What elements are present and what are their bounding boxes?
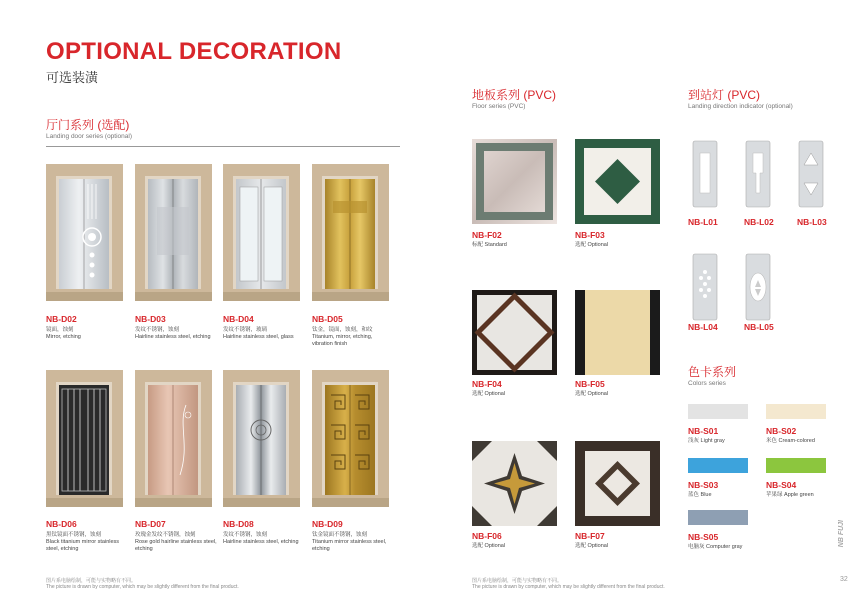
door-code-d08: NB-D08 bbox=[223, 519, 254, 529]
page-subtitle: 可选装潢 bbox=[46, 70, 99, 85]
up-down-arrow-icon bbox=[796, 139, 826, 209]
door-code-d09: NB-D09 bbox=[312, 519, 343, 529]
door-desc-d05: 钛金，镜面，蚀刻，和纹 Titanium, mirror, etching, vibration finish bbox=[312, 327, 373, 347]
color-code-s02: NB-S02 bbox=[766, 426, 797, 436]
floor-pattern-f03 bbox=[575, 139, 660, 224]
color-desc-s04: 苹果绿 Apple green bbox=[766, 492, 814, 498]
door-desc-d03: 发纹不锈钢，蚀刻 Hairline stainless steel, etching bbox=[135, 327, 211, 340]
door-image-d02 bbox=[46, 164, 123, 301]
floor-title: 地板系列 (PVC) bbox=[472, 88, 557, 102]
floor-desc-f04: 选配 Optional bbox=[472, 391, 506, 397]
color-code-s03: NB-S03 bbox=[688, 480, 719, 490]
floor-code-f02: NB-F02 bbox=[472, 230, 502, 240]
medallion-etching-icon bbox=[236, 385, 286, 495]
floor-tile-f05 bbox=[575, 290, 660, 375]
color-swatch-s05 bbox=[688, 510, 748, 525]
floor-desc-f07: 选配 Optional bbox=[575, 543, 609, 549]
indicator-code-l03: NB-L03 bbox=[797, 217, 827, 227]
floor-code-f03: NB-F03 bbox=[575, 230, 605, 240]
right-footer-note: 图片系电脑绘制，可能与实物略有不同。 The picture is drawn by computer, which may be slightly different from the final product. bbox=[472, 578, 665, 590]
indicator-subtitle: Landing direction indicator (optional) bbox=[688, 103, 793, 110]
indicator-lamp-icon bbox=[690, 252, 720, 322]
indicator-image-l05 bbox=[743, 252, 773, 322]
door-desc-d08: 发纹不锈钢，蚀刻 Hairline stainless steel, etching bbox=[223, 532, 299, 545]
floor-pattern-f06 bbox=[472, 441, 557, 526]
color-code-s05: NB-S05 bbox=[688, 532, 719, 542]
colors-title: 色卡系列 bbox=[688, 365, 737, 379]
page-title: OPTIONAL DECORATION bbox=[46, 38, 342, 65]
glass-panel-icon bbox=[236, 179, 286, 289]
floor-desc-f02: 标配 Standard bbox=[472, 242, 507, 248]
color-code-s01: NB-S01 bbox=[688, 426, 719, 436]
color-swatch-s04 bbox=[766, 458, 826, 473]
color-desc-s03: 蓝色 Blue bbox=[688, 492, 712, 498]
color-swatch-s02 bbox=[766, 404, 826, 419]
door-image-d08 bbox=[223, 370, 300, 507]
floor-code-f05: NB-F05 bbox=[575, 379, 605, 389]
door-code-d06: NB-D06 bbox=[46, 519, 77, 529]
floor-tile-f04 bbox=[472, 290, 557, 375]
color-code-s04: NB-S04 bbox=[766, 480, 797, 490]
greek-key-icon bbox=[325, 385, 375, 495]
floor-pattern-f07 bbox=[575, 441, 660, 526]
door-image-d07 bbox=[135, 370, 212, 507]
floor-tile-f02 bbox=[472, 139, 557, 224]
floor-pattern-f04 bbox=[472, 290, 557, 375]
door-code-d07: NB-D07 bbox=[135, 519, 166, 529]
color-desc-s02: 米色 Cream-colored bbox=[766, 438, 815, 444]
door-desc-d02: 镜面，蚀刻 Mirror, etching bbox=[46, 327, 81, 340]
indicator-code-l05: NB-L05 bbox=[744, 322, 774, 332]
floor-desc-f06: 选配 Optional bbox=[472, 543, 506, 549]
floor-tile-f03 bbox=[575, 139, 660, 224]
indicator-code-l01: NB-L01 bbox=[688, 217, 718, 227]
page-number: 32 bbox=[840, 576, 848, 583]
door-code-d02: NB-D02 bbox=[46, 314, 77, 324]
indicator-image-l01 bbox=[690, 139, 720, 209]
floor-tile-f07 bbox=[575, 441, 660, 526]
door-code-d05: NB-D05 bbox=[312, 314, 343, 324]
color-desc-s05: 电脑灰 Computer gray bbox=[688, 544, 743, 550]
floor-pattern-f05 bbox=[575, 290, 660, 375]
door-desc-d06: 黑钛镜面不锈钢，蚀刻 Black titanium mirror stainless steel, etching bbox=[46, 532, 120, 552]
indicator-code-l02: NB-L02 bbox=[744, 217, 774, 227]
colors-subtitle: Colors series bbox=[688, 380, 726, 387]
door-desc-d04: 发纹不锈钢，玻璃 Hairline stainless steel, glass bbox=[223, 327, 294, 340]
floor-tile-f06 bbox=[472, 441, 557, 526]
etching-pattern-icon bbox=[325, 179, 375, 289]
indicator-lamp-icon bbox=[743, 252, 773, 322]
indicator-image-l02 bbox=[743, 139, 773, 209]
landing-door-subtitle: Landing door series (optional) bbox=[46, 133, 132, 140]
door-image-d09 bbox=[312, 370, 389, 507]
floor-subtitle: Floor series (PVC) bbox=[472, 103, 526, 110]
door-desc-d07: 玫瑰金发纹不锈钢，蚀刻 Rose gold hairline stainless steel, etching bbox=[135, 532, 217, 552]
section-divider bbox=[46, 146, 400, 147]
landing-door-title: 厅门系列 (选配) bbox=[46, 118, 130, 132]
etching-circles-icon bbox=[59, 179, 109, 289]
door-desc-d09: 钛金镜面不锈钢，蚀刻 Titanium mirror stainless steel, etching bbox=[312, 532, 387, 552]
color-swatch-s03 bbox=[688, 458, 748, 473]
left-footer-note: 图片系电脑绘制，可能与实物略有不同。 The picture is drawn by computer, which may be slightly different from the final product. bbox=[46, 578, 239, 590]
door-code-d03: NB-D03 bbox=[135, 314, 166, 324]
black-bars-icon bbox=[59, 385, 109, 495]
floor-desc-f05: 选配 Optional bbox=[575, 391, 609, 397]
door-seam-icon bbox=[148, 179, 198, 289]
floor-code-f04: NB-F04 bbox=[472, 379, 502, 389]
color-swatch-s01 bbox=[688, 404, 748, 419]
door-image-d05 bbox=[312, 164, 389, 301]
indicator-code-l04: NB-L04 bbox=[688, 322, 718, 332]
color-desc-s01: 浅灰 Light gray bbox=[688, 438, 725, 444]
indicator-image-l03 bbox=[796, 139, 826, 209]
door-image-d04 bbox=[223, 164, 300, 301]
door-image-d03 bbox=[135, 164, 212, 301]
floor-code-f07: NB-F07 bbox=[575, 531, 605, 541]
indicator-lamp-icon bbox=[690, 139, 720, 209]
floor-desc-f03: 选配 Optional bbox=[575, 242, 609, 248]
indicator-lamp-icon bbox=[743, 139, 773, 209]
indicator-image-l04 bbox=[690, 252, 720, 322]
floor-code-f06: NB-F06 bbox=[472, 531, 502, 541]
indicator-title: 到站灯 (PVC) bbox=[688, 88, 761, 102]
floral-etching-icon bbox=[148, 385, 198, 495]
floor-pattern-f02 bbox=[472, 139, 557, 224]
door-code-d04: NB-D04 bbox=[223, 314, 254, 324]
door-image-d06 bbox=[46, 370, 123, 507]
brand-logo: NB FUJI bbox=[838, 520, 845, 548]
